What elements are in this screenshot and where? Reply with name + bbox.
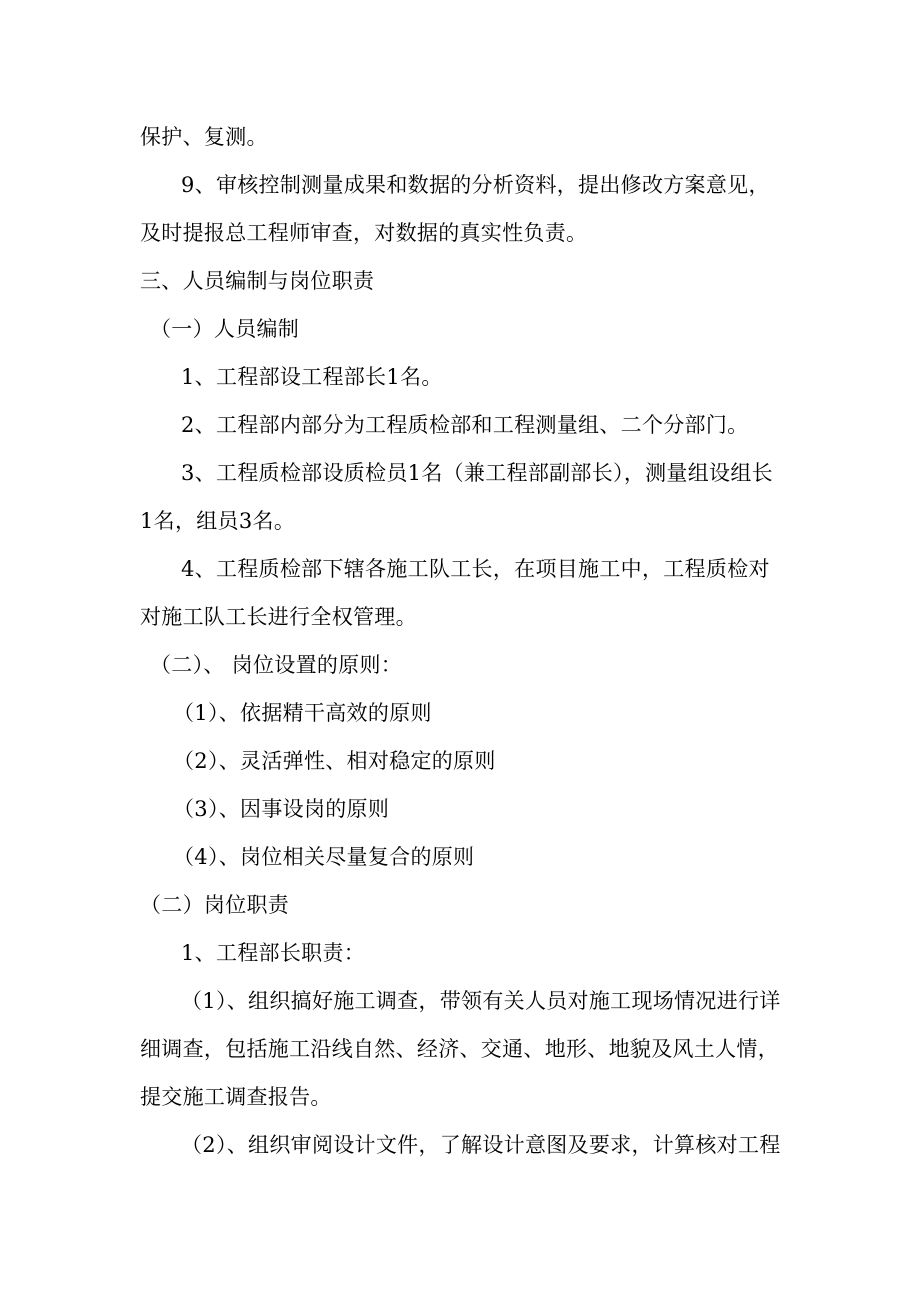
text-line: 1、工程部设工程部长1名。 (181, 365, 443, 389)
text-line: 9、审核控制测量成果和数据的分析资料，提出修改方案意见， (181, 173, 770, 197)
text-line: 对施工队工长进行全权管理。 (140, 605, 417, 629)
text-line: （2）、组织审阅设计文件，了解设计意图及要求，计算核对工程 (181, 1133, 781, 1157)
text-line: 1、工程部长职责： (181, 941, 366, 965)
subsection-heading: （二）岗位职责 (140, 893, 290, 917)
subsection-heading: （二）、 岗位设置的原则： (150, 653, 403, 677)
text-line: 提交施工调查报告。 (140, 1085, 332, 1109)
section-heading: 三、人员编制与岗位职责 (140, 269, 375, 293)
text-line: 2、工程部内部分为工程质检部和工程测量组、二个分部门。 (181, 413, 749, 437)
text-line: 细调查，包括施工沿线自然、经济、交通、地形、地貌及风土人情， (140, 1037, 779, 1061)
text-line: 1名，组员3名。 (140, 509, 296, 533)
text-line: 保护、复测。 (140, 125, 268, 149)
list-item: （3）、因事设岗的原则 (173, 797, 390, 821)
list-item: （4）、岗位相关尽量复合的原则 (173, 845, 475, 869)
list-item: （2）、灵活弹性、相对稳定的原则 (173, 749, 496, 773)
text-line: 及时提报总工程师审查，对数据的真实性负责。 (140, 221, 588, 245)
list-item: （1）、依据精干高效的原则 (173, 701, 432, 725)
subsection-heading: （一）人员编制 (150, 317, 300, 341)
text-line: 4、工程质检部下辖各施工队工长，在项目施工中，工程质检对 (181, 557, 770, 581)
text-line: 3、工程质检部设质检员1名（兼工程部副部长），测量组设组长 (181, 461, 773, 485)
text-line: （1）、组织搞好施工调查，带领有关人员对施工现场情况进行详 (181, 989, 781, 1013)
